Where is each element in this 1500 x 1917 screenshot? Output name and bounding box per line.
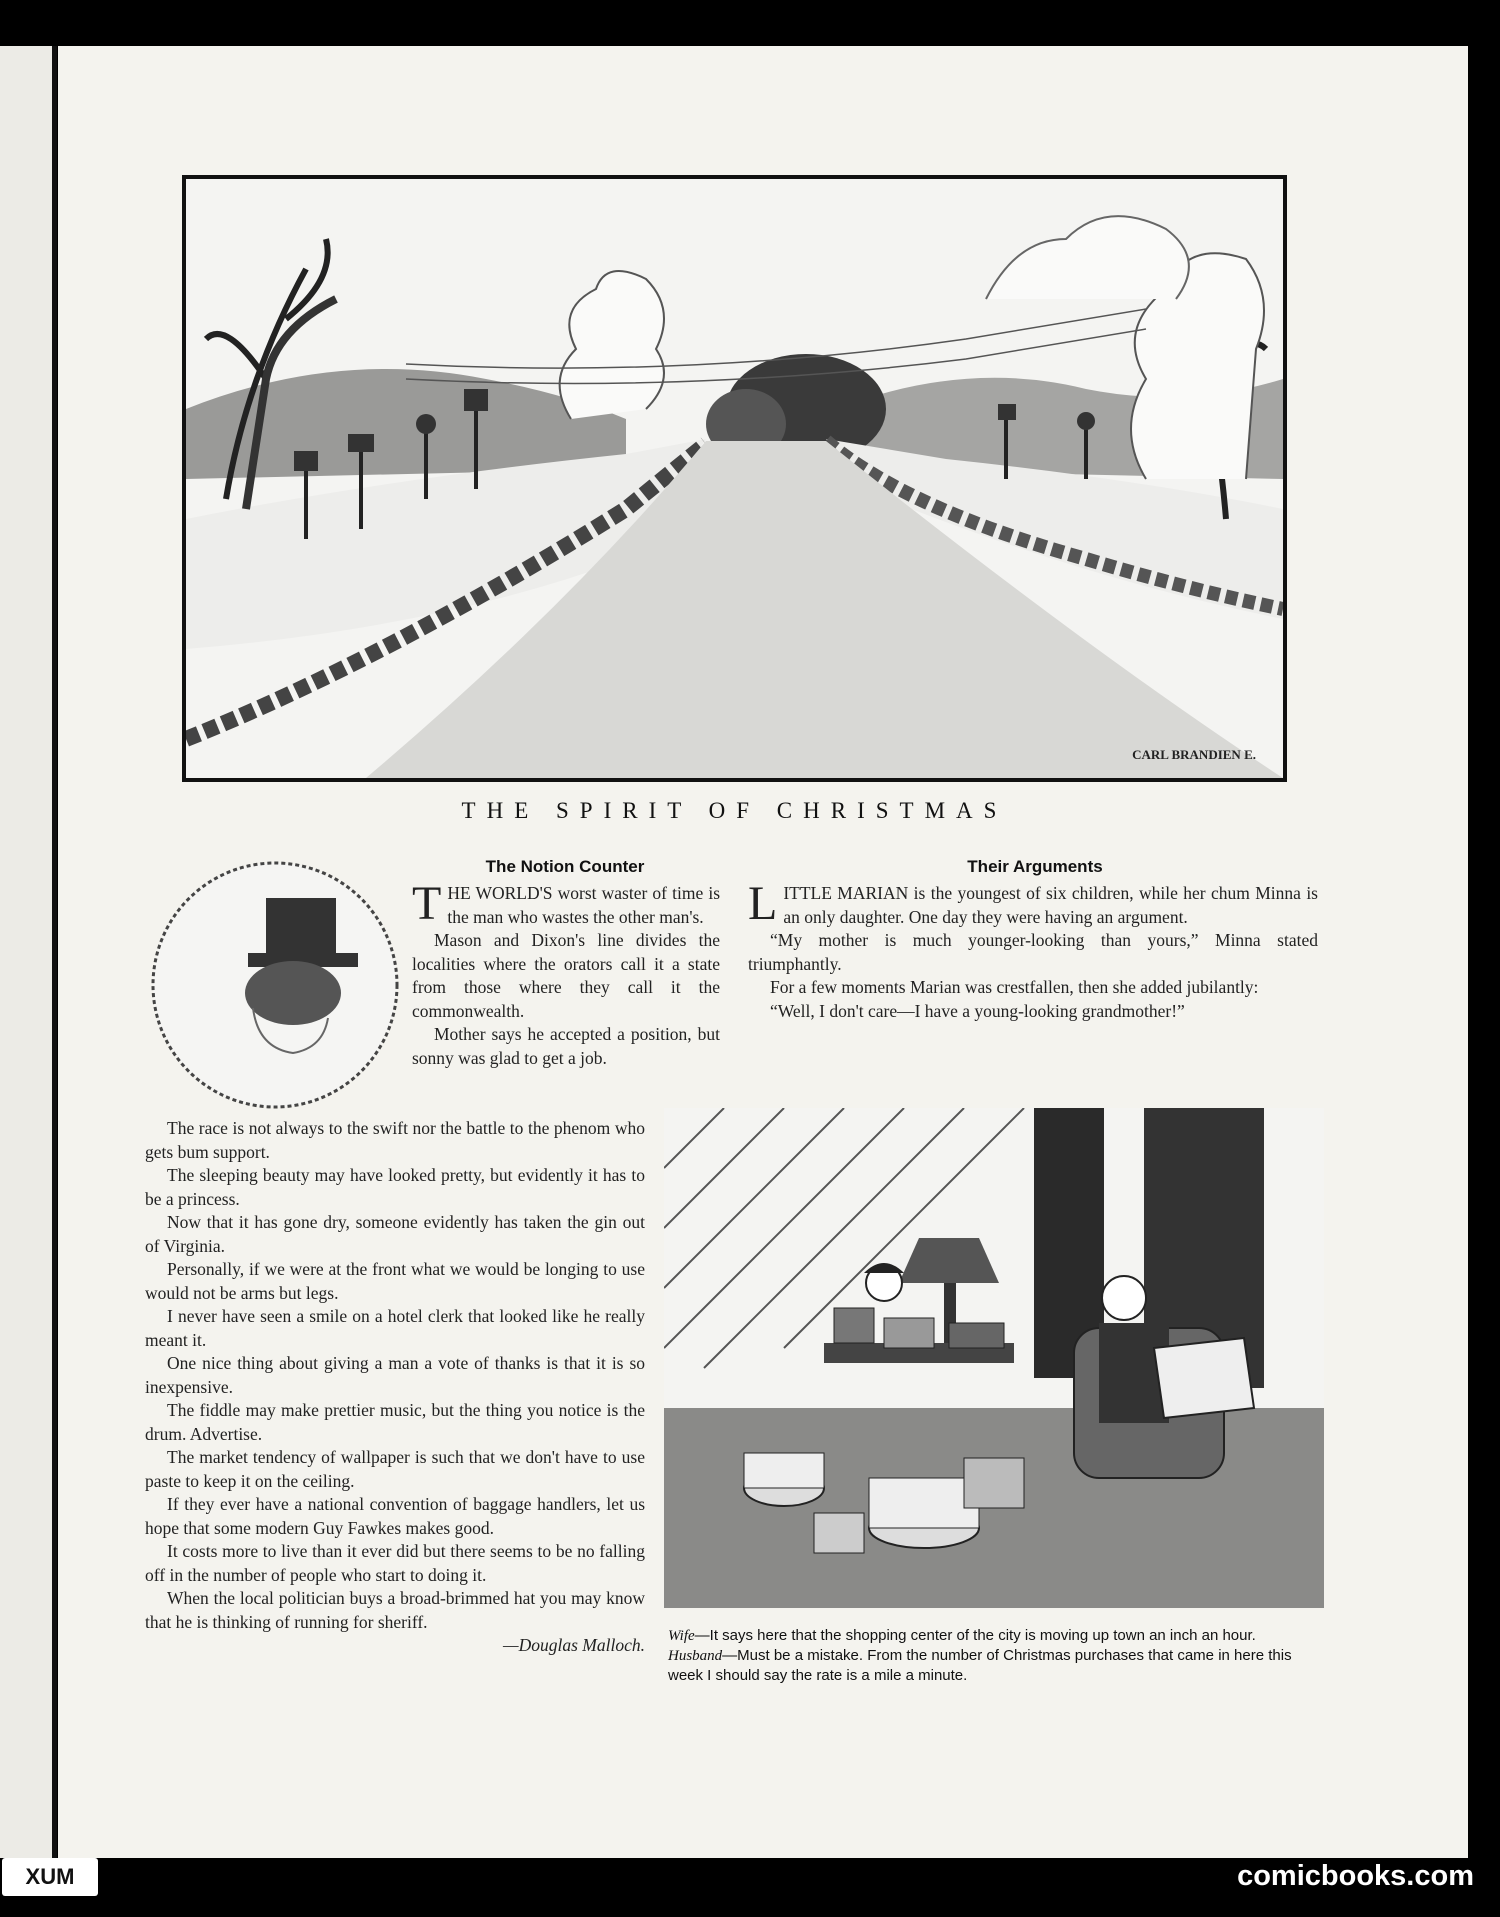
notion-para: The race is not always to the swift nor the battle to the phenom who gets bum support. [145, 1118, 645, 1162]
notion-para: It costs more to live than it ever did but there seems to be no falling off in the number of people who start to doing it. [145, 1541, 645, 1585]
notion-signature: —Douglas Malloch. [503, 1635, 645, 1655]
arguments-para: “My mother is much younger-looking than yours,” Minna stated triumphantly. [748, 930, 1318, 974]
site-watermark: comicbooks.com [1237, 1860, 1474, 1892]
notion-para: The fiddle may make prettier music, but the thing you notice is the drum. Advertise. [145, 1400, 645, 1444]
caption-wife-label: Wife [668, 1628, 695, 1644]
notion-para: One nice thing about giving a man a vote of thanks is that it is so inexpensive. [145, 1353, 645, 1397]
notion-para: Personally, if we were at the front what we would be longing to use would not be arms but legs. [145, 1259, 645, 1303]
winter-road-illustration [182, 175, 1287, 782]
notion-para: If they ever have a national convention of baggage handlers, let us hope that some modern Guy Fawkes makes good. [145, 1494, 645, 1538]
notion-para: The sleeping beauty may have looked pretty, but evidently it has to be a princess. [145, 1165, 645, 1209]
notion-counter-intro [412, 877, 720, 1070]
their-arguments-heading: Their Arguments [967, 857, 1103, 876]
cartoon-caption [668, 1626, 1320, 1685]
arguments-para: “Well, I don't care—I have a young-looking grandmother!” [770, 1000, 1185, 1021]
page-title: THE SPIRIT OF CHRISTMAS [461, 798, 1008, 823]
medallion-portrait [148, 858, 402, 1112]
notion-counter-body [145, 1117, 645, 1658]
caption-wife-line [668, 1626, 1320, 1646]
notion-last-para: When the local politician buys a broad-brimmed hat you may know that he is thinking of running for sheriff. [145, 1588, 645, 1632]
notion-para: Mason and Dixon's line divides the localities where the orators call it a state from those where they call it the commonwealth. [412, 930, 720, 1021]
notion-para: Mother says he accepted a position, but sonny was glad to get a job. [412, 1024, 720, 1068]
notion-first-para: HE WORLD'S worst waster of time is the man who wastes the other man's. [447, 883, 720, 927]
binding-edge [52, 46, 57, 1858]
living-room-cartoon [664, 1108, 1324, 1608]
notion-para: I never have seen a smile on a hotel clerk that looked like he really meant it. [145, 1306, 645, 1350]
xum-label: XUM [2, 1858, 98, 1896]
arguments-first-para: ITTLE MARIAN is the youngest of six children, while her chum Minna is an only daughter. One day they were having an argument. [783, 883, 1318, 927]
caption-husband-line [668, 1646, 1320, 1685]
notion-para: The market tendency of wallpaper is such that we don't have to use paste to keep it on the ceiling. [145, 1447, 645, 1491]
arguments-para: For a few moments Marian was crestfallen, then she added jubilantly: [770, 977, 1259, 997]
caption-wife-text: —It says here that the shopping center of the city is moving up town an inch an hour. [694, 1627, 1256, 1644]
caption-husband-label: Husband [668, 1648, 723, 1664]
their-arguments-body [748, 877, 1318, 1023]
notion-dropcap: T [412, 877, 442, 930]
notion-para: Now that it has gone dry, someone evidently has taken the gin out of Virginia. [145, 1212, 645, 1256]
arguments-dropcap: L [748, 877, 778, 930]
notion-counter-heading: The Notion Counter [485, 857, 645, 876]
page-binding [0, 46, 56, 1858]
illustration-signature: CARL BRANDIEN E. [1132, 747, 1256, 762]
caption-husband-text: —Must be a mistake. From the number of Christmas purchases that came in here this week I should say the rate is a mile a minute. [668, 1647, 1292, 1684]
